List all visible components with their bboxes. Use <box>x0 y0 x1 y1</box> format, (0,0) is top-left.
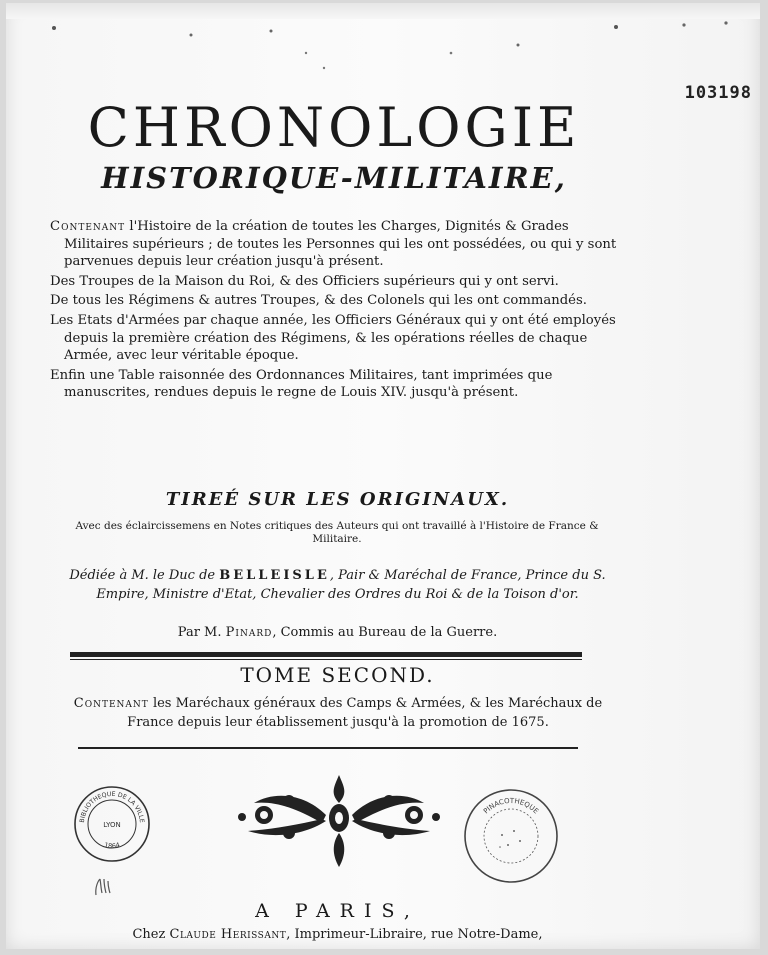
contents-paragraph-5: Enfin une Table raisonnée des Ordonnances Militaires, tant imprimées que manuscrites, rendues depuis le regne de Louis XIV. jusqu'à présent. <box>50 367 553 401</box>
volume-heading: TOME SECOND. <box>240 663 435 687</box>
stamp1-top-text: BIBLIOTHEQUE DE LA VILLE <box>78 790 146 824</box>
tiree-heading: TIREÉ SUR LES ORIGINAUX. <box>165 489 510 510</box>
library-stamp-lyon <box>72 784 152 864</box>
imprint-city: A PARIS, <box>255 900 420 922</box>
shelfmark-number: 103198 <box>684 83 752 103</box>
svg-text:PINACOTHEQUE <box>482 797 540 816</box>
contents-description <box>50 218 625 404</box>
subtitle: HISTORIQUE-MILITAIRE, <box>101 161 567 195</box>
contents-paragraph-2: Des Troupes de la Maison du Roi, & des Officiers supérieurs qui y ont servi. <box>50 273 559 289</box>
dedication: Dédiée à M. le Duc de BELLEISLE, Pair & Maréchal de France, Prince du S. Empire, Ministre d'Etat, Chevalier des Ordres du Roi & de la Toison d'or. <box>69 568 606 602</box>
thick-rule <box>70 652 582 657</box>
stamp1-center-text: LYON <box>103 821 121 829</box>
handwritten-mark <box>92 875 114 899</box>
imprint-publisher: Chez Claude Herissant, Imprimeur-Libraire, rue Notre-Dame, <box>132 927 543 942</box>
paper-specks <box>6 3 760 103</box>
lower-rule <box>78 747 578 749</box>
notes-line: Avec des éclaircissemens en Notes critiques des Auteurs qui ont travaillé à l'Histoire de France & Militaire. <box>75 520 599 545</box>
scanned-title-page <box>6 3 760 949</box>
svg-text:1864 <box>103 841 120 850</box>
contents-paragraph-1: Contenant l'Histoire de la création de toutes les Charges, Dignités & Grades Militaires supérieurs ; de toutes les Personnes qui les ont possédées, ou qui y sont parvenues depuis leur création jusqu'à présent. <box>50 219 617 270</box>
library-stamp-pinacotheque <box>462 787 560 885</box>
thin-rule <box>70 659 582 660</box>
author-line: Par M. Pinard, Commis au Bureau de la Guerre. <box>177 625 498 640</box>
printers-ornament <box>234 773 444 869</box>
volume-contents: Contenant les Maréchaux généraux des Camps & Armées, & les Maréchaux de France depuis leur établissement jusqu'à la promotion de 1675. <box>73 696 603 730</box>
stamp2-top-text: PINACOTHEQUE <box>482 796 540 816</box>
stamp1-bottom-text: 1864 <box>103 840 121 851</box>
contents-paragraph-4: Les Etats d'Armées par chaque année, les Officiers Généraux qui y ont été employés depuis la première création des Régimens, & les opérations réelles de chaque Armée, avec leur véritable époque. <box>50 312 616 364</box>
contents-paragraph-3: De tous les Régimens & autres Troupes, & des Colonels qui les ont commandés. <box>50 293 587 309</box>
main-title: CHRONOLOGIE <box>87 96 581 159</box>
